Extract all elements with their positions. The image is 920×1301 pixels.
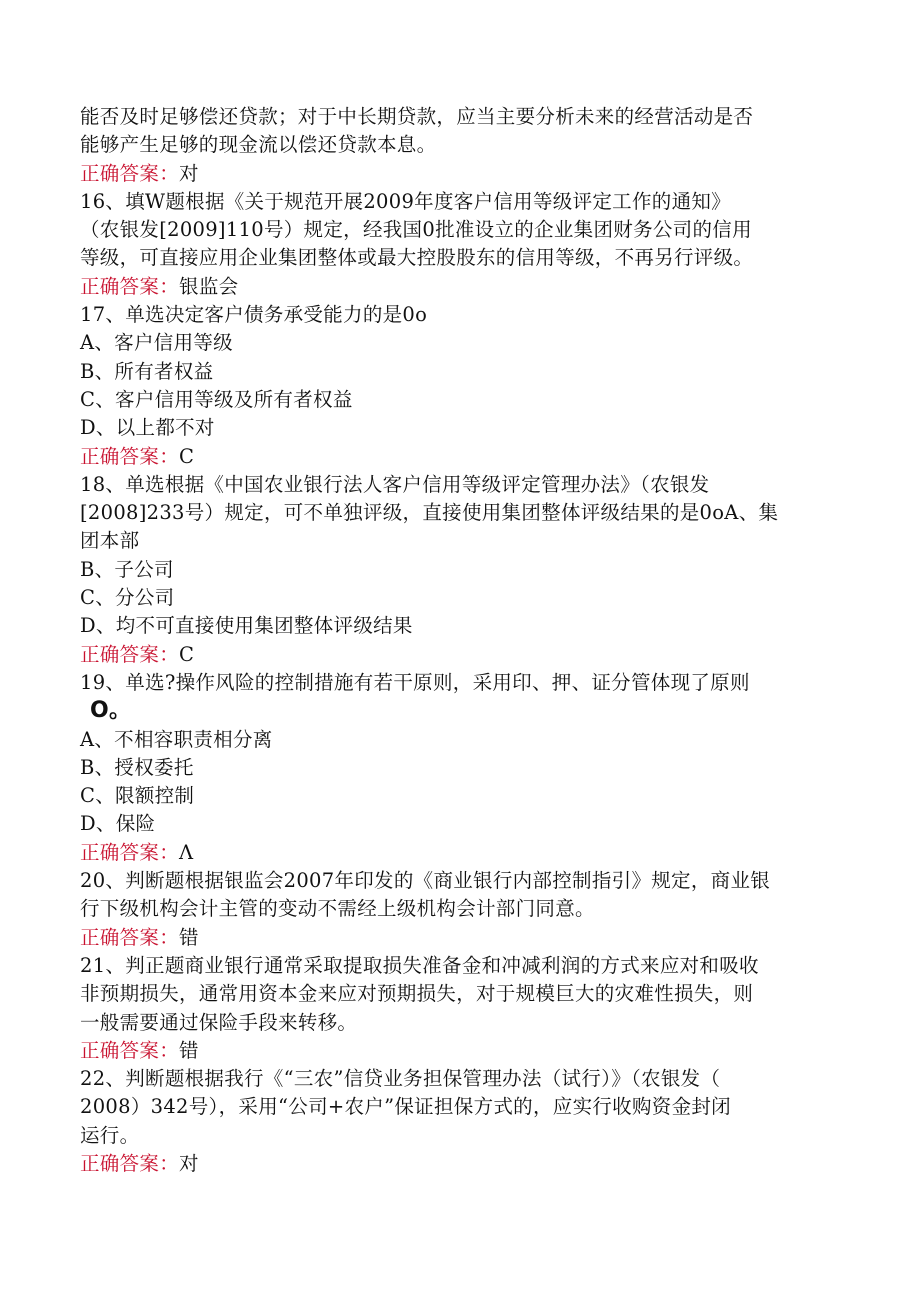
text-line: C、客户信用等级及所有者权益 [80, 387, 353, 411]
answer-value: Λ [179, 840, 194, 864]
answer-label: 正确答案： [80, 444, 180, 468]
text-line: B、所有者权益 [80, 359, 214, 383]
text-line: 非预期损失，通常用资本金来应对预期损失，对于规模巨大的灾难性损失，则 [80, 982, 754, 1006]
answer-label: 正确答案： [80, 1151, 180, 1175]
text-line: 18、单选根据《中国农业银行法人客户信用等级评定管理办法》（农银发 [80, 472, 710, 496]
answer-line [80, 273, 840, 301]
answer-line [80, 443, 840, 471]
document-page [80, 103, 840, 1178]
answer-value: 错 [179, 1038, 199, 1062]
answer-label: 正确答案： [80, 840, 180, 864]
text-line: B、授权委托 [80, 755, 194, 779]
answer-value: 错 [179, 925, 199, 949]
answer-value: 对 [179, 1151, 199, 1175]
text-line: 能够产生足够的现金流以偿还贷款本息。 [80, 133, 437, 157]
text-line: 17、单选决定客户债务承受能力的是0o [80, 303, 428, 327]
text-line: D、以上都不对 [80, 416, 215, 440]
text-line: 21、判正题商业银行通常采取提取损失准备金和冲减利润的方式来应对和吸收 [80, 953, 759, 977]
text-line: C、分公司 [80, 586, 175, 610]
text-line: A、客户信用等级 [80, 331, 233, 355]
answer-line [80, 924, 840, 952]
answer-label: 正确答案： [80, 925, 180, 949]
answer-label: 正确答案： [80, 161, 180, 185]
answer-value: C [179, 444, 195, 468]
answer-label: 正确答案： [80, 274, 180, 298]
text-line: D、均不可直接使用集团整体评级结果 [80, 614, 413, 638]
answer-value: C [179, 642, 195, 666]
text-line: （农银发[2009]110号）规定，经我国0批准设立的企业集团财务公司的信用 [80, 218, 752, 242]
text-line: B、子公司 [80, 557, 174, 581]
question-tail-line: O。 [90, 698, 132, 724]
answer-label: 正确答案： [80, 642, 180, 666]
text-line: 2008）342号），采用“公司+农户”保证担保方式的，应实行收购资金封闭 [80, 1095, 731, 1119]
text-line: 19、单选?操作风险的控制措施有若干原则，采用印、押、证分管体现了原则 [80, 670, 750, 694]
answer-line [80, 839, 840, 867]
answer-label: 正确答案： [80, 1038, 180, 1062]
text-line: D、保险 [80, 812, 156, 836]
answer-line [80, 1150, 840, 1178]
answer-value: 对 [179, 161, 199, 185]
text-line: 行下级机构会计主管的变动不需经上级机构会计部门同意。 [80, 897, 595, 921]
text-line: 等级，可直接应用企业集团整体或最大控股股东的信用等级，不再另行评级。 [80, 246, 754, 270]
text-line: 团本部 [80, 529, 140, 553]
text-line: 22、判断题根据我行《“三农”信贷业务担保管理办法（试行）》（农银发（ [80, 1067, 721, 1091]
text-line: 16、填W题根据《关于规范开展2009年度客户信用等级评定工作的通知》 [80, 189, 731, 213]
text-line: 能否及时足够偿还贷款；对于中长期贷款，应当主要分析未来的经营活动是否 [80, 105, 754, 128]
text-line: [2008]233号）规定，可不单独评级，直接使用集团整体评级结果的是0oA、集 [80, 501, 779, 525]
text-line: A、不相容职责相分离 [80, 727, 273, 751]
text-line: 运行。 [80, 1123, 140, 1147]
text-line: 一般需要通过保险手段来转移。 [80, 1010, 358, 1034]
answer-value: 银监会 [179, 274, 239, 298]
answer-line [80, 1037, 840, 1065]
answer-line [80, 160, 840, 188]
answer-line [80, 641, 840, 669]
text-line: 20、判断题根据银监会2007年印发的《商业银行内部控制指引》规定，商业银 [80, 869, 771, 893]
text-line: C、限额控制 [80, 784, 195, 808]
